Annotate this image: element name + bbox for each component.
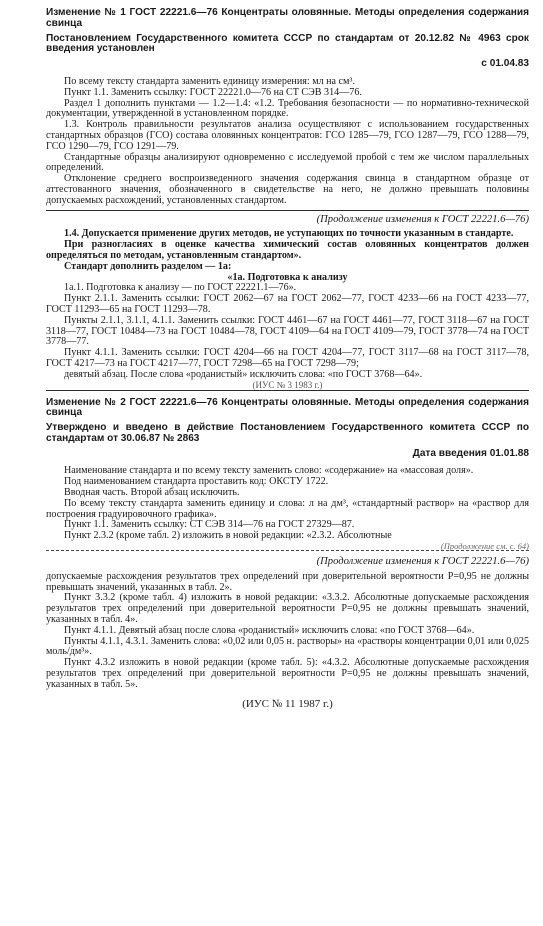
paragraph: Раздел 1 дополнить пунктами — 1.2—1.4: «1.2. Требования безопасности — по нормативно-технической документации, утвержденной в установленном порядке.: [46, 97, 529, 120]
amendment-1: [46, 8, 529, 207]
paragraph: Вводная часть. Второй абзац исключить.: [64, 487, 240, 499]
paragraph: Пункт 1.1. Заменить ссылку: СТ СЭВ 314—76 на ГОСТ 27329—87.: [64, 519, 355, 531]
section-heading: «1а. Подготовка к анализу: [227, 271, 348, 283]
paragraph: Стандарт дополнить разделом — 1а:: [64, 260, 232, 272]
issue-reference: (ИУС № 3 1983 г.): [252, 379, 323, 390]
paragraph: 1.3. Контроль правильности результатов анализа осуществляют с использованием государственных стандартных образцов (ГСО) состава оловянных концентратов: ГСО 1285—79, ГСО 1287—79, ГСО 1288—79, ГСО 1290—79, ГСО 1291—79.: [46, 119, 529, 152]
amendment-2: [46, 398, 529, 551]
paragraph: По всему тексту стандарта заменить единицу и слова: л на дм³, «стандартный раствор» на «раствор для построения градуировочного графика».: [46, 497, 529, 520]
amendment-2-approval: Утверждено и введено в действие Постановлением Государственного комитета СССР по стандартам от 30.06.87 № 2863: [46, 422, 529, 444]
amendment-1-title: Изменение № 1 ГОСТ 22221.6—76 Концентраты оловянные. Методы определения содержания свинца: [46, 7, 529, 29]
paragraph: При разногласиях в оценке качества химический состав оловянных концентратов должен определяться по методам, установленным стандартом».: [46, 239, 529, 261]
paragraph: девятый абзац. После слова «роданистый» исключить слова: «по ГОСТ 3768—64».: [64, 368, 423, 380]
paragraph: Пункт 4.1.1. Девятый абзац после слова «роданистый» исключить слова: «по ГОСТ 3768—64».: [64, 624, 475, 636]
amendment-1-continuation: [46, 215, 529, 390]
divider: [46, 390, 529, 391]
paragraph: Отклонение среднего воспроизведенного значения содержания свинца в стандартном образце от аттестованного значения, обозначенного в свидетельстве на него, не должно превышать половины допускаемых расхождений, установленных стандартом.: [46, 173, 529, 206]
paragraph: Под наименованием стандарта проставить код: ОКСТУ 1722.: [64, 476, 329, 488]
paragraph: Пункт 4.1.1. Заменить ссылки: ГОСТ 4204—66 на ГОСТ 4204—77, ГОСТ 3117—68 на ГОСТ 3117—78, ГОСТ 4217—73 на ГОСТ 4217—77, ГОСТ 7298—65 на ГОСТ 7298—79;: [46, 347, 529, 369]
amendment-1-approval: Постановлением Государственного комитета СССР по стандартам от 20.12.82 № 4963 срок введения установлен: [46, 32, 529, 55]
paragraph: Пункт 3.3.2 (кроме табл. 4) изложить в новой редакции: «3.3.2. Абсолютные допускаемые расхождения результатов трех определений при доверительной вероятности P=0,95 не должны превышать значений, указанных в табл. 4».: [46, 592, 529, 626]
paragraph: Стандартные образцы анализируют одновременно с исследуемой пробой с тем же числом параллельных определений.: [46, 151, 529, 174]
amendment-2-continuation: [46, 557, 529, 710]
paragraph: По всему тексту стандарта заменить единицу измерения: мл на см³.: [64, 75, 355, 87]
amendment-1-date: с 01.04.83: [481, 58, 529, 70]
divider: [46, 210, 529, 211]
paragraph: Пункт 2.3.2 (кроме табл. 2) изложить в новой редакции: «2.3.2. Абсолютные: [64, 530, 392, 542]
paragraph: Пункт 4.3.2 изложить в новой редакции (кроме табл. 5): «4.3.2. Абсолютные допускаемые расхождения результатов трех определений при доверительной вероятности P=0,95 не должны превышать значений, указанных в табл. 5».: [46, 657, 529, 690]
paragraph: 1.4. Допускается применение других методов, не уступающих по точности указанным в стандарте.: [64, 228, 514, 240]
paragraph: Наименование стандарта и по всему тексту заменить слово: «содержание» на «массовая доля».: [64, 465, 474, 477]
paragraph: 1а.1. Подготовка к анализу — по ГОСТ 22221.1—76».: [64, 282, 297, 294]
continued-note: (Продолжение см. с. 64): [440, 541, 529, 552]
amendment-2-date: Дата введения 01.01.88: [412, 447, 529, 459]
paragraph: Пункты 4.1.1, 4.3.1. Заменить слова: «0,02 или 0,05 н. растворы» на «растворы концентрации 0,01 или 0,025 моль/дм³».: [46, 635, 529, 658]
paragraph: Пункты 2.1.1, 3.1.1, 4.1.1. Заменить ссылки: ГОСТ 4461—67 на ГОСТ 4461—77, ГОСТ 3118—67 на ГОСТ 3118—77, ГОСТ 10484—73 на ГОСТ 10484—78, ГОСТ 4109—64 на ГОСТ 4109—79, ГОСТ 3778—74 на ГОСТ 3778—77.: [46, 314, 529, 348]
amendment-2-title: Изменение № 2 ГОСТ 22221.6—76 Концентраты оловянные. Методы определения содержания свинца: [46, 396, 529, 419]
continuation-label: (Продолжение изменения к ГОСТ 22221.6—76): [316, 556, 529, 568]
continuation-label: (Продолжение изменения к ГОСТ 22221.6—76): [316, 213, 529, 225]
paragraph: допускаемые расхождения результатов трех определений при доверительной вероятности P=0,95 не должны превышать значений, указанных в табл. 2».: [46, 570, 529, 593]
issue-reference: (ИУС № 11 1987 г.): [242, 697, 333, 710]
paragraph: Пункт 1.1. Заменить ссылку: ГОСТ 22221.0—76 на СТ СЭВ 314—76.: [64, 86, 362, 98]
paragraph: Пункт 2.1.1. Заменить ссылки: ГОСТ 2062—67 на ГОСТ 2062—77, ГОСТ 4233—66 на ГОСТ 4233—77, ГОСТ 11293—65 на ГОСТ 11293—78.: [46, 293, 529, 315]
